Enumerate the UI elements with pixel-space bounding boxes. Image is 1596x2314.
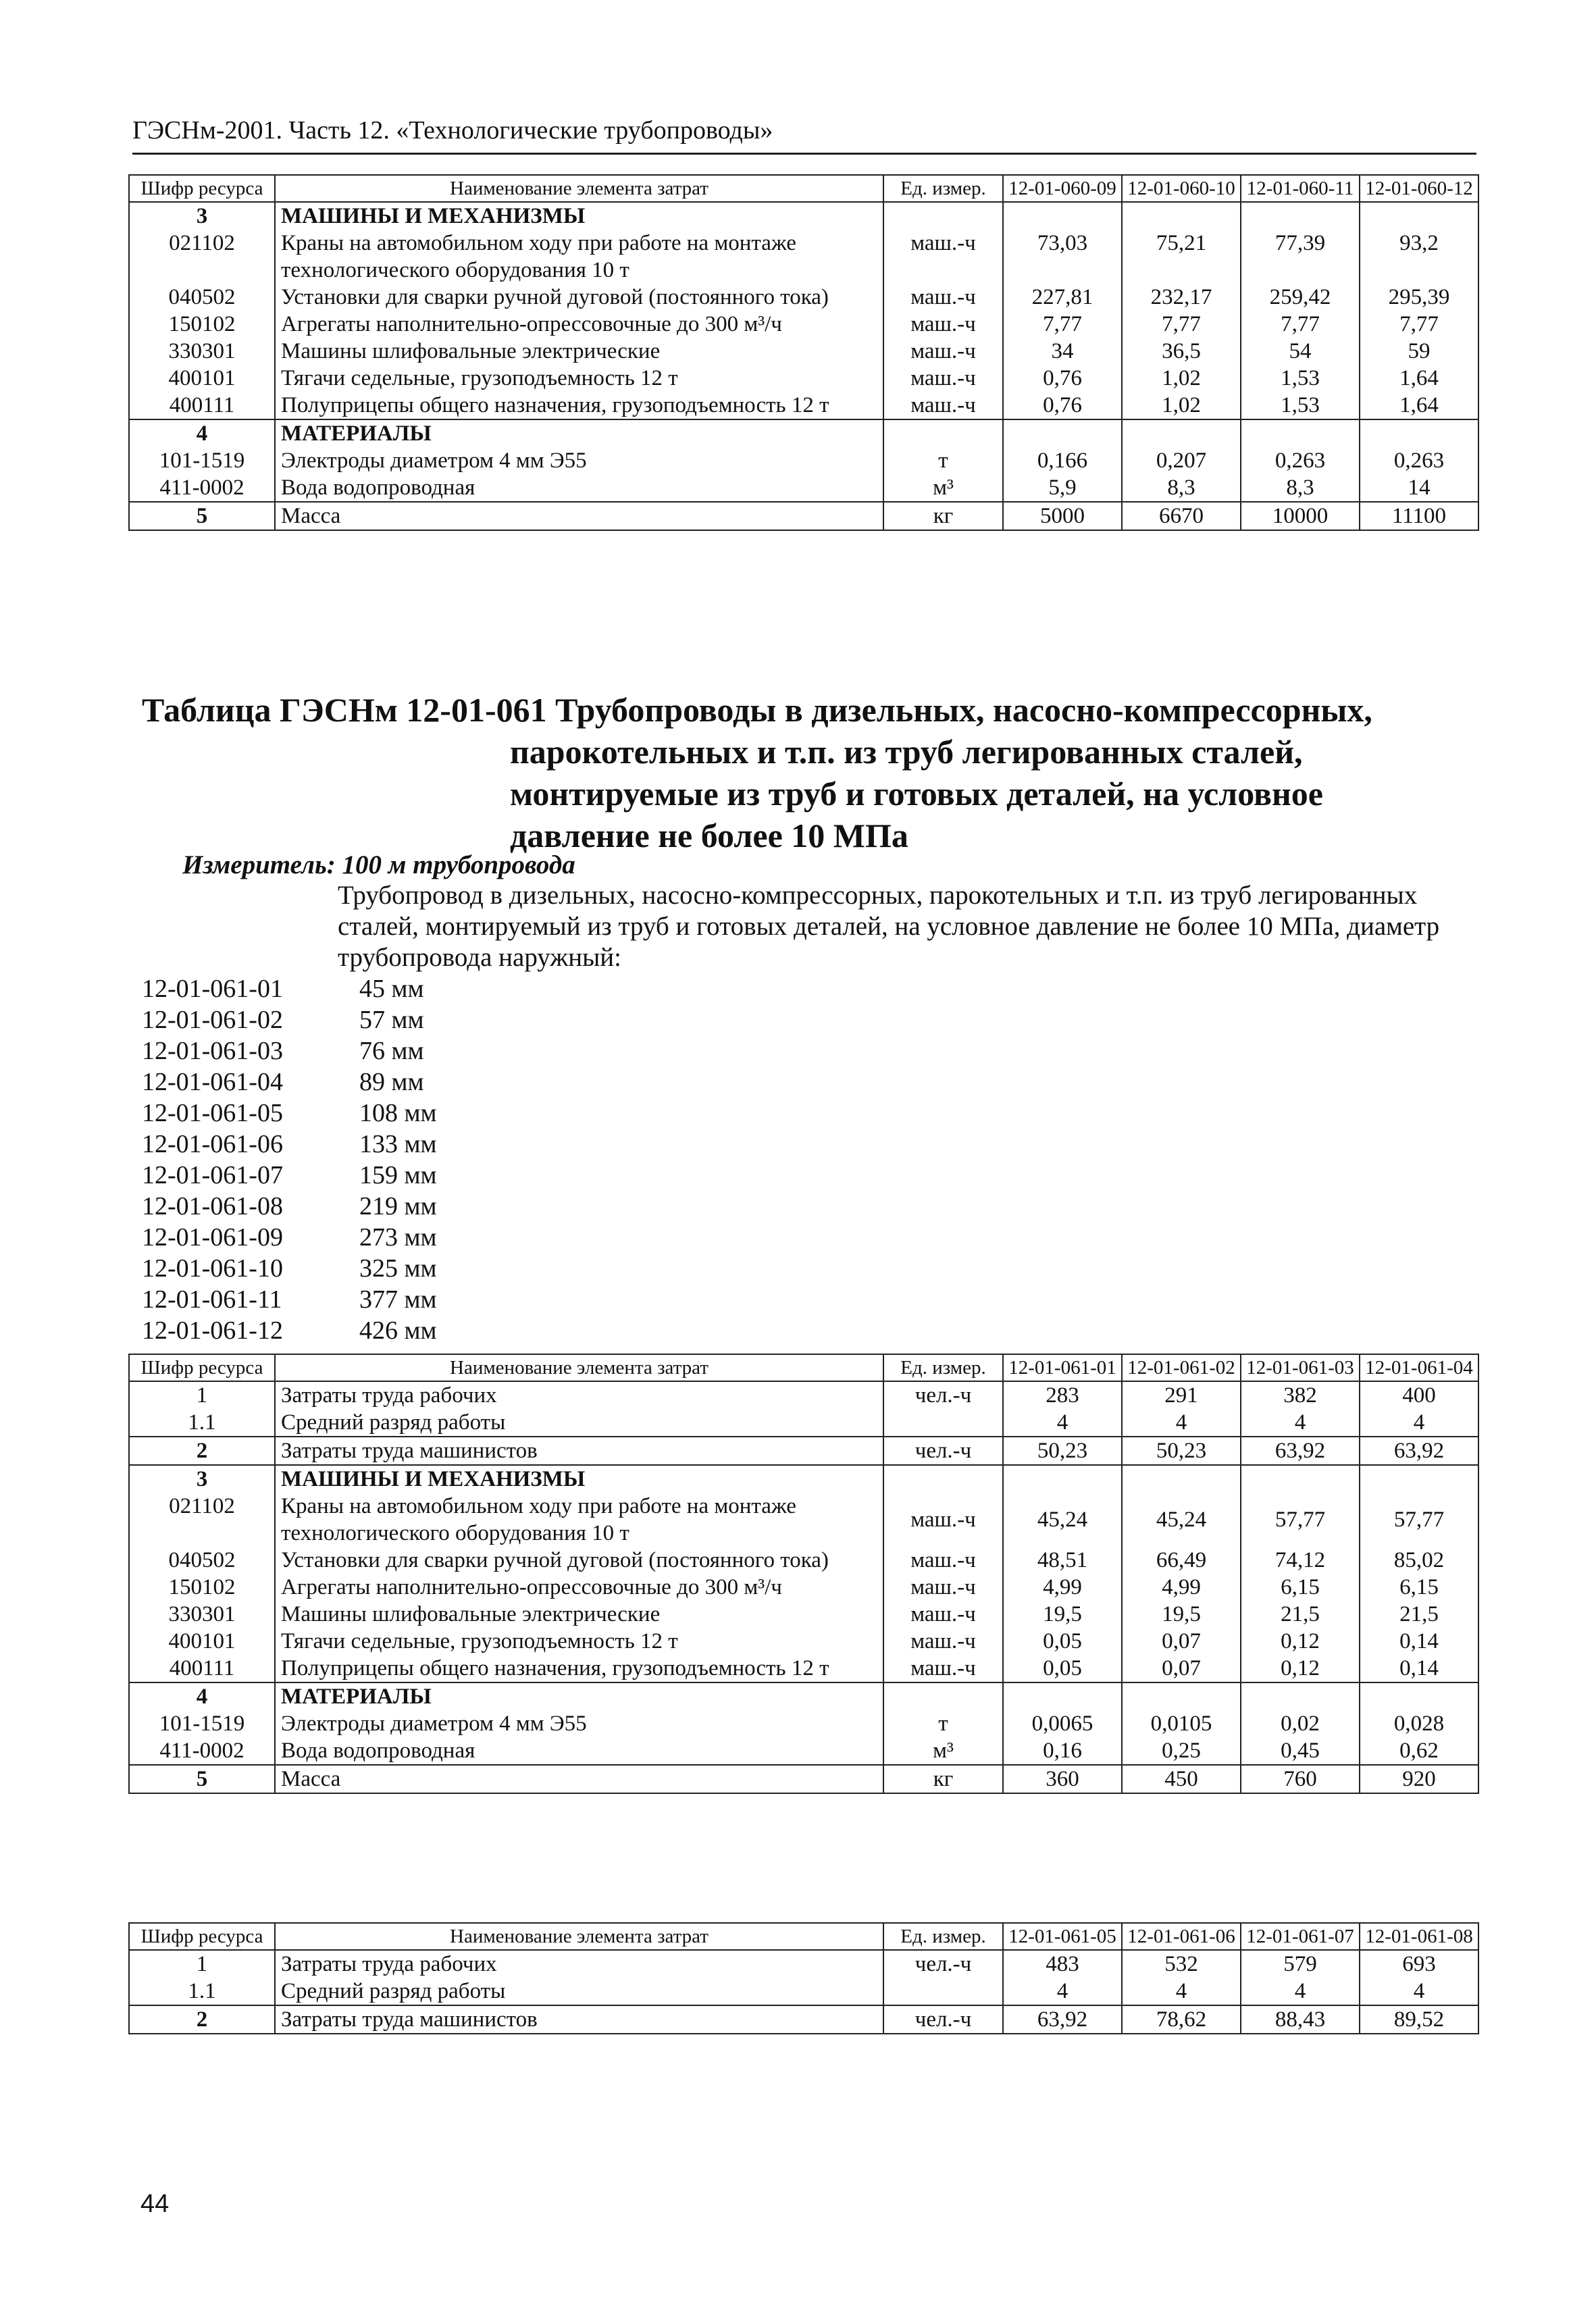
list-item: 12-01-061-11 377 мм <box>142 1285 437 1314</box>
table-title-line: давление не более 10 МПа <box>510 817 908 854</box>
list-item: 12-01-061-04 89 мм <box>142 1068 424 1096</box>
col-norm-header: 12-01-061-05 <box>1003 1923 1122 1950</box>
section-title: МАТЕРИАЛЫ <box>275 419 883 447</box>
list-item: 12-01-061-06 133 мм <box>142 1130 437 1158</box>
table-row: 400101 Тягачи седельные, грузоподъемность 12 т маш.-ч 0,76 1,02 1,53 1,64 <box>129 365 1478 392</box>
section-number: 3 <box>129 202 275 230</box>
col-norm-header: 12-01-061-07 <box>1241 1923 1360 1950</box>
list-item: 12-01-061-09 273 мм <box>142 1223 437 1252</box>
col-norm-header: 12-01-061-08 <box>1360 1923 1478 1950</box>
table-header-row <box>129 1354 1478 1381</box>
col-norm-header: 12-01-060-12 <box>1360 175 1478 202</box>
col-norm-header: 12-01-060-11 <box>1241 175 1360 202</box>
col-norm-header: 12-01-061-01 <box>1003 1354 1122 1381</box>
list-item: 12-01-061-07 159 мм <box>142 1161 437 1189</box>
col-norm-header: 12-01-060-09 <box>1003 175 1122 202</box>
list-item: 12-01-061-08 219 мм <box>142 1192 437 1220</box>
col-norm-header: 12-01-061-06 <box>1122 1923 1241 1950</box>
col-norm-header: 12-01-061-04 <box>1360 1354 1478 1381</box>
work-description: Трубопровод в дизельных, насосно-компрессорных, парокотельных и т.п. из труб легированных сталей, монтируемый из труб и готовых деталей, на условное давление не более 10 МПа, диаметр трубопровода наружный: <box>338 881 1440 972</box>
col-unit-header: Ед. измер. <box>883 175 1003 202</box>
table-title <box>142 689 1425 856</box>
table-row: 040502 Установки для сварки ручной дуговой (постоянного тока) маш.-ч 227,81 232,17 259,42 295,39 <box>129 284 1478 311</box>
table-row: 150102 Агрегаты наполнительно-опрессовочные до 300 м³/ч маш.-ч 7,77 7,77 7,77 7,77 <box>129 311 1478 338</box>
col-norm-header: 12-01-061-02 <box>1122 1354 1241 1381</box>
meter-label: Измеритель: 100 м трубопровода <box>182 850 575 879</box>
resource-table-060 <box>128 174 1479 531</box>
section-row <box>129 1465 1478 1493</box>
list-item: 12-01-061-10 325 мм <box>142 1254 437 1283</box>
page-number: 44 <box>140 2190 170 2218</box>
col-unit-header: Ед. измер. <box>883 1354 1003 1381</box>
section-title: МАТЕРИАЛЫ <box>275 1682 883 1710</box>
table-row: 101-1519 Электроды диаметром 4 мм Э55 т 0,166 0,207 0,263 0,263 <box>129 447 1478 474</box>
table-row: 1.1 Средний разряд работы 4 4 4 4 <box>129 1409 1478 1437</box>
table-header-row <box>129 175 1478 202</box>
col-name-header: Наименование элемента затрат <box>275 1923 883 1950</box>
list-item: 12-01-061-03 76 мм <box>142 1037 424 1065</box>
table-row: 411-0002 Вода водопроводная м³ 5,9 8,3 8,3 14 <box>129 474 1478 502</box>
list-item: 12-01-061-01 45 мм <box>142 975 424 1003</box>
col-name-header: Наименование элемента затрат <box>275 1354 883 1381</box>
section-row <box>129 202 1478 230</box>
table-row: 330301 Машины шлифовальные электрические маш.-ч 19,5 19,5 21,5 21,5 <box>129 1601 1478 1628</box>
col-name-header: Наименование элемента затрат <box>275 175 883 202</box>
table-header-row <box>129 1923 1478 1950</box>
resource-table-061-b <box>128 1922 1479 2034</box>
col-code-header: Шифр ресурса <box>129 1354 275 1381</box>
table-row: 021102 Краны на автомобильном ходу при работе на монтаже технологического оборудования 10 т маш.-ч 45,24 45,24 57,77 57,77 <box>129 1493 1478 1547</box>
table-row: 040502 Установки для сварки ручной дуговой (постоянного тока) маш.-ч 48,51 66,49 74,12 85,02 <box>129 1547 1478 1574</box>
table-row: 5 Масса кг 5000 6670 10000 11100 <box>129 502 1478 530</box>
table-title-line: монтируемые из труб и готовых деталей, на условное <box>510 775 1323 813</box>
section-number: 4 <box>129 1682 275 1710</box>
section-number: 3 <box>129 1465 275 1493</box>
table-row: 2 Затраты труда машинистов чел.-ч 50,23 50,23 63,92 63,92 <box>129 1437 1478 1465</box>
section-number: 4 <box>129 419 275 447</box>
section-title: МАШИНЫ И МЕХАНИЗМЫ <box>275 1465 883 1493</box>
col-norm-header: 12-01-061-03 <box>1241 1354 1360 1381</box>
col-norm-header: 12-01-060-10 <box>1122 175 1241 202</box>
section-title: МАШИНЫ И МЕХАНИЗМЫ <box>275 202 883 230</box>
table-row: 400111 Полуприцепы общего назначения, грузоподъемность 12 т маш.-ч 0,05 0,07 0,12 0,14 <box>129 1655 1478 1682</box>
table-title-line: Таблица ГЭСНм 12-01-061 Трубопроводы в дизельных, насосно-компрессорных, <box>142 691 1372 729</box>
section-row <box>129 419 1478 447</box>
list-item: 12-01-061-02 57 мм <box>142 1006 424 1034</box>
col-unit-header: Ед. измер. <box>883 1923 1003 1950</box>
list-item: 12-01-061-12 426 мм <box>142 1316 437 1345</box>
list-item: 12-01-061-05 108 мм <box>142 1099 437 1127</box>
table-row: 1.1 Средний разряд работы 4 4 4 4 <box>129 1978 1478 2005</box>
section-row <box>129 1682 1478 1710</box>
table-row: 2 Затраты труда машинистов чел.-ч 63,92 78,62 88,43 89,52 <box>129 2005 1478 2034</box>
col-code-header: Шифр ресурса <box>129 1923 275 1950</box>
table-row: 5 Масса кг 360 450 760 920 <box>129 1765 1478 1793</box>
table-row: 330301 Машины шлифовальные электрические маш.-ч 34 36,5 54 59 <box>129 338 1478 365</box>
page-header: ГЭСНм-2001. Часть 12. «Технологические трубопроводы» <box>132 113 1476 155</box>
table-row: 150102 Агрегаты наполнительно-опрессовочные до 300 м³/ч маш.-ч 4,99 4,99 6,15 6,15 <box>129 1574 1478 1601</box>
table-row: 400111 Полуприцепы общего назначения, грузоподъемность 12 т маш.-ч 0,76 1,02 1,53 1,64 <box>129 392 1478 419</box>
table-row: 1 Затраты труда рабочих чел.-ч 483 532 579 693 <box>129 1950 1478 1978</box>
table-title-line: парокотельных и т.п. из труб легированных сталей, <box>510 733 1303 771</box>
table-row: 101-1519 Электроды диаметром 4 мм Э55 т 0,0065 0,0105 0,02 0,028 <box>129 1710 1478 1737</box>
table-row: 400101 Тягачи седельные, грузоподъемность 12 т маш.-ч 0,05 0,07 0,12 0,14 <box>129 1628 1478 1655</box>
resource-table-061-a <box>128 1354 1479 1794</box>
table-row: 1 Затраты труда рабочих чел.-ч 283 291 382 400 <box>129 1381 1478 1409</box>
table-row: 411-0002 Вода водопроводная м³ 0,16 0,25 0,45 0,62 <box>129 1737 1478 1765</box>
col-code-header: Шифр ресурса <box>129 175 275 202</box>
norm-code-list <box>142 973 437 1346</box>
table-row: 021102 Краны на автомобильном ходу при работе на монтаже технологического оборудования 10 т маш.-ч 73,03 75,21 77,39 93,2 <box>129 230 1478 284</box>
